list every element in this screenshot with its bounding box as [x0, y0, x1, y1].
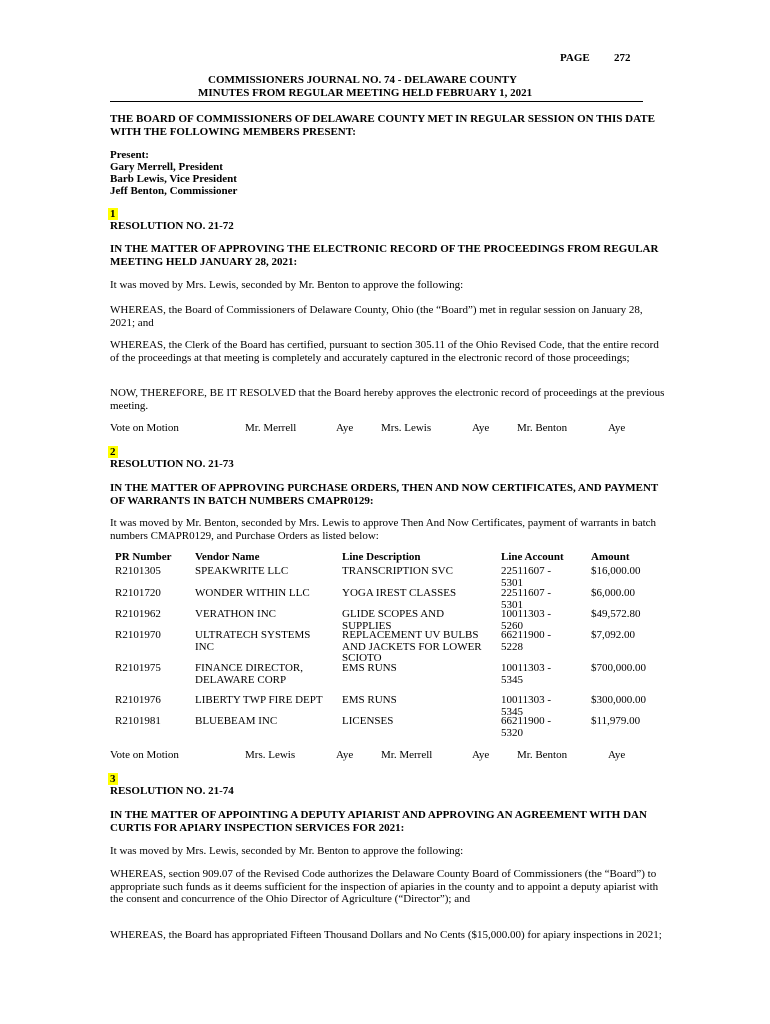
- journal-title: COMMISSIONERS JOURNAL NO. 74 - DELAWARE COUNTY: [208, 74, 517, 86]
- line-description-cell: EMS RUNS: [342, 694, 397, 706]
- vote-value: Aye: [472, 422, 490, 434]
- column-header: Vendor Name: [195, 551, 260, 563]
- line-account-cell: 10011303 -: [501, 694, 552, 706]
- motion-text: It was moved by Mr. Benton, seconded by Mrs. Lewis to approve Then And Now Certificates, payment of warrants in batch numbers CMAPR0129, and Purchase Orders as listed below:: [110, 517, 657, 542]
- column-header: Line Account: [501, 551, 564, 563]
- whereas-paragraph: WHEREAS, the Clerk of the Board has certified, pursuant to section 305.11 of the Ohio Revised Code, that the entire record of the proceedings at that meeting is completely and accurately captured in the electronic record of those proceedings;: [110, 339, 659, 364]
- line-account-cell: 22511607 -: [501, 587, 552, 599]
- line-account-cell: 5301: [501, 598, 523, 611]
- line-account-cell: 66211900 -: [501, 715, 552, 727]
- line-description-cell: LICENSES: [342, 715, 394, 727]
- member-vice-president: Barb Lewis, Vice President: [110, 173, 237, 185]
- vote-value: Aye: [472, 749, 490, 761]
- line-account-cell: 5301: [501, 576, 523, 589]
- column-header: Amount: [591, 551, 630, 563]
- pr-number-cell: R2101970: [115, 629, 161, 641]
- amount-cell: $49,572.80: [591, 608, 641, 620]
- vote-value: Aye: [608, 422, 626, 434]
- voter-name: Mrs. Lewis: [245, 749, 296, 761]
- meeting-title: MINUTES FROM REGULAR MEETING HELD FEBRUARY 1, 2021: [198, 87, 533, 99]
- whereas-paragraph: WHEREAS, the Board of Commissioners of Delaware County, Ohio (the “Board”) met in regular session on January 28, 2021; and: [110, 304, 643, 329]
- whereas-paragraph: WHEREAS, section 909.07 of the Revised Code authorizes the Delaware County Board of Commissioners (the “Board”) to appropriate such funds as it deems sufficient for the inspection of apiaries in the county and to appoint a deputy apiarist with the consent and concurrence of the Ohio Director of Agriculture (“Director”); and: [110, 868, 659, 905]
- voter-name: Mr. Merrell: [381, 749, 433, 761]
- resolution-title: IN THE MATTER OF APPOINTING A DEPUTY APIARIST AND APPROVING AN AGREEMENT WITH DAN CURTIS FOR APIARY INSPECTION SERVICES FOR 2021:: [110, 809, 647, 834]
- page-label: PAGE: [560, 52, 590, 64]
- motion-text: It was moved by Mrs. Lewis, seconded by Mr. Benton to approve the following:: [110, 845, 464, 857]
- line-description-cell: YOGA IREST CLASSES: [342, 587, 457, 599]
- line-account-cell: 5345: [501, 705, 523, 718]
- vendor-name-cell: FINANCE DIRECTOR,: [195, 662, 303, 674]
- resolved-paragraph: NOW, THEREFORE, BE IT RESOLVED that the Board hereby approves the electronic record of proceedings at the previous meeting.: [110, 387, 665, 412]
- item-number-badge: 3: [110, 773, 116, 785]
- line-account-cell: 66211900 -: [501, 629, 552, 641]
- amount-cell: $300,000.00: [591, 694, 646, 706]
- voter-name: Mr. Benton: [517, 422, 568, 434]
- member-commissioner: Jeff Benton, Commissioner: [110, 185, 238, 197]
- amount-cell: $700,000.00: [591, 662, 646, 674]
- line-description-cell: EMS RUNS: [342, 662, 397, 674]
- line-account-cell: 5320: [501, 726, 523, 739]
- whereas-paragraph: WHEREAS, the Board has appropriated Fifteen Thousand Dollars and No Cents ($15,000.00) for apiary inspections in 2021;: [110, 929, 662, 941]
- line-description-cell: GLIDE SCOPES AND: [342, 608, 445, 620]
- header-rule: [110, 101, 643, 102]
- vote-label: Vote on Motion: [110, 749, 179, 761]
- line-account-cell: 5228: [501, 640, 523, 653]
- pr-number-cell: R2101962: [115, 608, 161, 620]
- line-account-cell: 22511607 -: [501, 565, 552, 577]
- member-president: Gary Merrell, President: [110, 161, 223, 173]
- line-description-cell: SUPPLIES: [342, 619, 392, 632]
- vendor-name-cell: SPEAKWRITE LLC: [195, 565, 289, 577]
- amount-cell: $11,979.00: [591, 715, 641, 727]
- voter-name: Mrs. Lewis: [381, 422, 432, 434]
- vote-value: Aye: [336, 749, 354, 761]
- vendor-name-cell: ULTRATECH SYSTEMS: [195, 629, 311, 641]
- line-account-cell: 5345: [501, 673, 523, 686]
- resolution-title: IN THE MATTER OF APPROVING THE ELECTRONIC RECORD OF THE PROCEEDINGS FROM REGULAR MEETING HELD JANUARY 28, 2021:: [110, 243, 659, 268]
- item-number-badge: 2: [110, 446, 116, 458]
- motion-text: It was moved by Mrs. Lewis, seconded by Mr. Benton to approve the following:: [110, 279, 464, 291]
- vendor-name-cell: BLUEBEAM INC: [195, 715, 278, 727]
- pr-number-cell: R2101981: [115, 715, 161, 727]
- pr-number-cell: R2101305: [115, 565, 161, 577]
- pr-number-cell: R2101975: [115, 662, 161, 674]
- present-label: Present:: [110, 149, 149, 161]
- resolution-number: RESOLUTION NO. 21-72: [110, 220, 234, 232]
- line-description-cell: SCIOTO: [342, 652, 382, 664]
- amount-cell: $7,092.00: [591, 629, 635, 641]
- vendor-name-cell: LIBERTY TWP FIRE DEPT: [195, 694, 323, 706]
- line-account-cell: 10011303 -: [501, 608, 552, 620]
- vendor-name-cell: WONDER WITHIN LLC: [195, 587, 310, 599]
- resolution-number: RESOLUTION NO. 21-73: [110, 458, 234, 470]
- session-statement: THE BOARD OF COMMISSIONERS OF DELAWARE COUNTY MET IN REGULAR SESSION ON THIS DATE WITH THE FOLLOWING MEMBERS PRESENT:: [110, 113, 655, 138]
- column-header: Line Description: [342, 551, 421, 563]
- line-account-cell: 5260: [501, 619, 523, 632]
- vote-value: Aye: [608, 749, 626, 761]
- vendor-name-cell: INC: [195, 640, 214, 653]
- voter-name: Mr. Merrell: [245, 422, 297, 434]
- item-number-badge: 1: [110, 208, 116, 220]
- vendor-name-cell: DELAWARE CORP: [195, 673, 287, 686]
- vote-label: Vote on Motion: [110, 422, 179, 434]
- page-number: 272: [614, 52, 631, 64]
- line-description-cell: TRANSCRIPTION SVC: [342, 565, 453, 577]
- column-header: PR Number: [115, 551, 172, 563]
- voter-name: Mr. Benton: [517, 749, 568, 761]
- pr-number-cell: R2101720: [115, 587, 161, 599]
- resolution-title: IN THE MATTER OF APPROVING PURCHASE ORDERS, THEN AND NOW CERTIFICATES, AND PAYMENT OF WARRANTS IN BATCH NUMBERS CMAPR0129:: [110, 482, 659, 507]
- amount-cell: $6,000.00: [591, 587, 635, 599]
- line-account-cell: 10011303 -: [501, 662, 552, 674]
- vote-value: Aye: [336, 422, 354, 434]
- resolution-number: RESOLUTION NO. 21-74: [110, 785, 234, 797]
- vendor-name-cell: VERATHON INC: [195, 608, 276, 620]
- amount-cell: $16,000.00: [591, 565, 641, 577]
- pr-number-cell: R2101976: [115, 694, 161, 706]
- line-description-cell: AND JACKETS FOR LOWER: [342, 640, 482, 653]
- line-description-cell: REPLACEMENT UV BULBS: [342, 629, 479, 641]
